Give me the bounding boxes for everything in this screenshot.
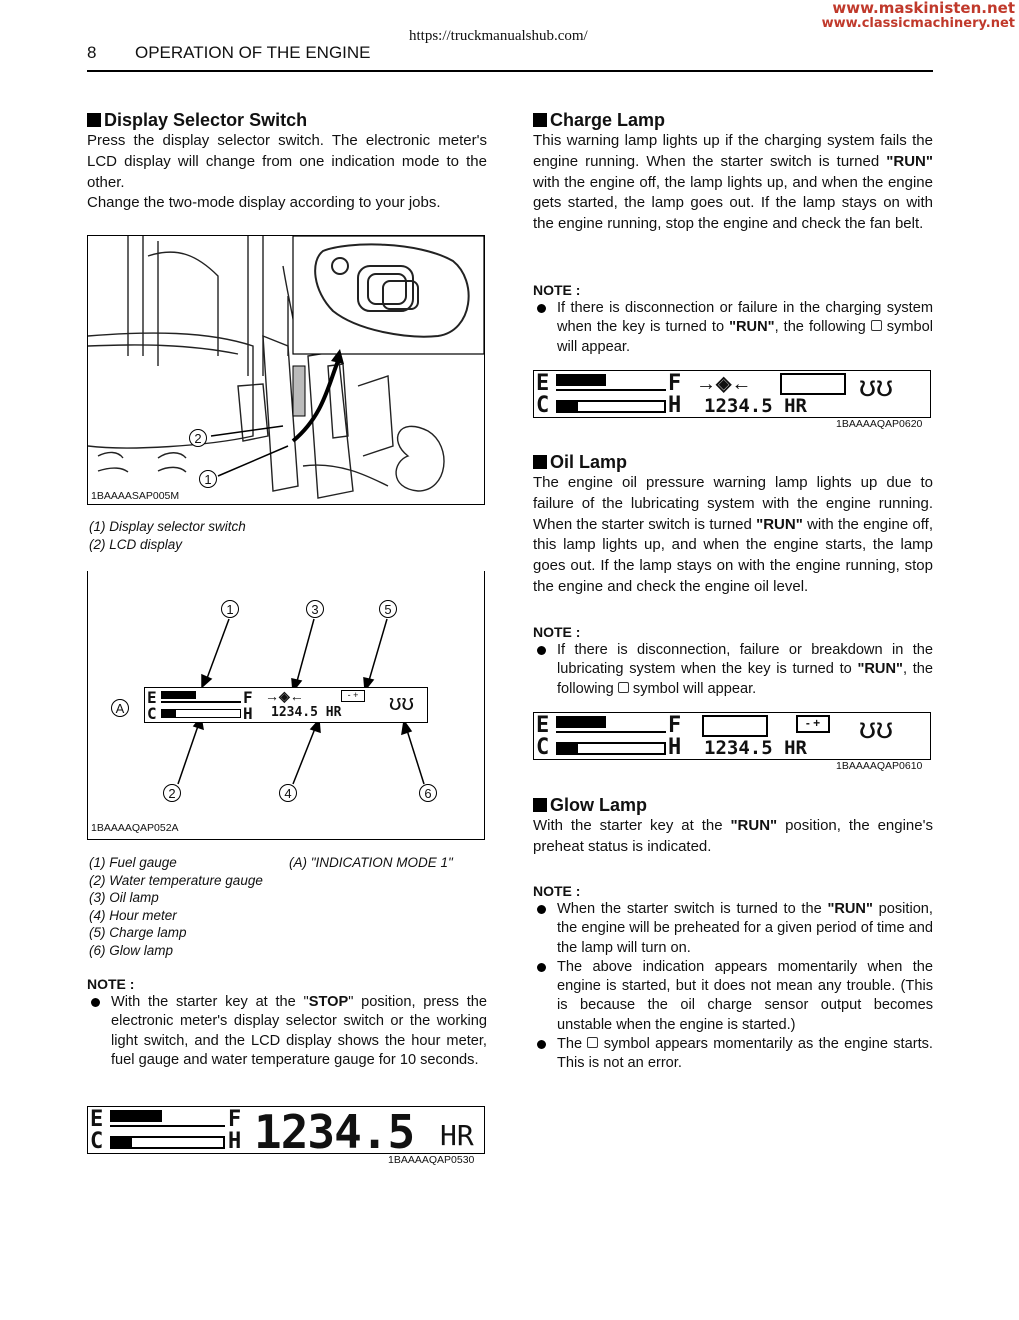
watermark-line-2: www.classicmachinery.net: [821, 16, 1015, 31]
lcd-h-label: H: [228, 1129, 242, 1154]
note-item: The above indication appears momentarily when the engine is started, but it does not mean any trouble. (This is because the oil charge sensor output becomes unstable when the engine is started.): [533, 958, 933, 1035]
figure-id: 1BAAAAQAP0620: [836, 418, 923, 430]
selector-switch-figure: [87, 235, 485, 505]
watermark-line-1: www.maskinisten.net: [832, 0, 1015, 17]
lcd-h-label: H: [668, 735, 682, 760]
charge-lamp-icon: - +: [341, 690, 365, 702]
note-item: If there is disconnection, failure or breakdown in the lubricating system when the key is turned to "RUN", the following symbol will appear.: [533, 641, 933, 699]
glow-lamp-icon: ʊʊ: [859, 370, 894, 403]
lcd-e-label: E: [90, 1107, 104, 1132]
fuel-scale: [161, 701, 241, 703]
callout-1: 1: [221, 600, 239, 618]
page-number: 8: [87, 43, 97, 62]
lcd-f-label: F: [668, 371, 682, 396]
oil-lamp-heading: Oil Lamp: [533, 451, 933, 473]
lcd-mode-1: [144, 687, 428, 723]
charge-lamp-icon: - +: [796, 715, 830, 733]
note-label: NOTE :: [533, 624, 581, 640]
callout-a: A: [111, 699, 129, 717]
glow-lamp-section: [533, 794, 933, 858]
figure-id: 1BAAAAQAP052A: [91, 822, 179, 834]
section-title: OPERATION OF THE ENGINE: [135, 43, 371, 62]
hour-value: 1234.5: [704, 737, 773, 759]
lcd-hour-display: [87, 1105, 485, 1159]
oil-lamp-text: The engine oil pressure warning lamp lights up due to failure of the lubricating system with the engine running. When the starter switch is turned "RUN" with the engine off, this lamp lights up, and when the engine starts, the lamp goes out. If the lamp stays on with the engine running, stop the engine and check the engine oil level.: [533, 474, 933, 595]
lcd-f-label: F: [228, 1107, 242, 1132]
header-rule: [87, 70, 933, 72]
blank-oil-box: [702, 715, 768, 737]
lcd-e-label: E: [536, 371, 550, 396]
lcd-c-label: C: [536, 393, 550, 418]
fuel-scale: [556, 731, 666, 733]
callout-1: 1: [199, 470, 217, 488]
square-bullet-icon: [87, 113, 101, 127]
fuel-bar: [556, 716, 606, 728]
lcd-c-label: C: [147, 704, 157, 723]
note-item: The symbol appears momentarily as the engine starts. This is not an error.: [533, 1035, 933, 1074]
temp-bar-frame: [556, 400, 666, 413]
glow-lamp-icon: ʊʊ: [859, 712, 894, 745]
engine-illustration: [88, 236, 484, 504]
fig2-caption-left: (1) Fuel gauge (2) Water temperature gauge (3) Oil lamp (4) Hour meter (5) Charge lamp (6) Glow lamp: [89, 855, 263, 958]
charge-lamp-note: [533, 281, 933, 357]
callout-2: 2: [163, 784, 181, 802]
lcd-c-label: C: [90, 1129, 104, 1154]
display-selector-text-2: Change the two-mode display according to your jobs.: [87, 194, 441, 212]
fuel-bar: [110, 1110, 162, 1122]
figure-id: 1BAAAAQAP0530: [388, 1154, 475, 1166]
lcd-h-label: H: [243, 704, 253, 723]
note-label: NOTE :: [87, 976, 135, 992]
lcd-e-label: E: [536, 713, 550, 738]
charge-lamp-heading: Charge Lamp: [533, 109, 933, 131]
note-item: When the starter switch is turned to the "RUN" position, the engine will be preheated for a given period of time and the lamp will turn on.: [533, 900, 933, 958]
figure-id: 1BAAAASAP005M: [91, 490, 180, 502]
source-url[interactable]: https://truckmanualshub.com/: [409, 28, 588, 44]
lcd-c-label: C: [536, 735, 550, 760]
callout-3: 3: [306, 600, 324, 618]
fuel-scale: [556, 389, 666, 391]
blank-symbol-icon: [618, 682, 629, 693]
hour-value: 1234.5: [271, 705, 318, 720]
temp-bar-frame: [161, 709, 241, 718]
glow-lamp-note: [533, 882, 933, 1074]
hour-unit: HR: [784, 737, 807, 759]
square-bullet-icon: [533, 455, 547, 469]
blank-symbol-icon: [871, 320, 882, 331]
display-selector-heading: Display Selector Switch: [87, 109, 487, 131]
oil-lamp-icon: →◈←: [265, 688, 304, 704]
glow-lamp-icon: ʊʊ: [389, 690, 415, 715]
fuel-bar: [161, 691, 196, 699]
fuel-bar: [556, 374, 606, 386]
oil-lamp-note: [533, 623, 933, 699]
blank-symbol-icon: [587, 1037, 598, 1048]
hour-value: 1234.5: [704, 395, 773, 417]
temp-bar-frame: [556, 742, 666, 755]
lcd-oil-failure: [533, 712, 931, 760]
figure-1-caption-2: (2) LCD display: [89, 537, 183, 552]
callout-5: 5: [379, 600, 397, 618]
callout-2: 2: [189, 429, 207, 447]
callout-6: 6: [419, 784, 437, 802]
temp-bar-frame: [110, 1136, 225, 1149]
lcd-e-label: E: [147, 688, 157, 707]
oil-lamp-icon: →◈←: [696, 373, 752, 395]
figure-1-caption-1: (1) Display selector switch: [89, 519, 246, 534]
lcd-charge-failure: [533, 370, 931, 418]
square-bullet-icon: [533, 113, 547, 127]
display-selector-note: [87, 975, 487, 1070]
charge-lamp-section: [533, 109, 933, 235]
lcd-h-label: H: [668, 393, 682, 418]
lcd-f-label: F: [668, 713, 682, 738]
display-selector-section: [87, 109, 487, 214]
hour-value-large: 1234.5: [254, 1105, 415, 1159]
figure-id: 1BAAAAQAP0610: [836, 760, 923, 772]
blank-charge-box: [780, 373, 846, 395]
charge-lamp-text: This warning lamp lights up if the charging system fails the engine running. When the starter switch is turned "RUN" with the engine off, the lamp lights up, and when the engine gets started, the lamp goes out. If the lamp stays on with the engine running, stop the engine and check the fan belt.: [533, 132, 933, 233]
callout-4: 4: [279, 784, 297, 802]
hour-unit: HR: [440, 1119, 474, 1152]
note-item: With the starter key at the "STOP" position, press the electronic meter's display selector switch or the working light switch, and the LCD display shows the hour meter, fuel gauge and water temperature gauge for 10 seconds.: [87, 993, 487, 1070]
oil-lamp-section: [533, 451, 933, 598]
glow-lamp-text: With the starter key at the "RUN" position, the engine's preheat status is indicated.: [533, 817, 933, 855]
lcd-diagram-figure: [87, 571, 485, 840]
fig2-caption-right: (A) "INDICATION MODE 1": [289, 855, 453, 870]
note-label: NOTE :: [533, 282, 581, 298]
display-selector-text-1: Press the display selector switch. The electronic meter's LCD display will change from one indication mode to the other.: [87, 132, 487, 191]
note-label: NOTE :: [533, 883, 581, 899]
hour-unit: HR: [325, 705, 342, 720]
hour-unit: HR: [784, 395, 807, 417]
note-item: If there is disconnection or failure in the charging system when the key is turned to "RUN", the following symbol will appear.: [533, 299, 933, 357]
square-bullet-icon: [533, 798, 547, 812]
fuel-scale: [110, 1125, 225, 1127]
lcd-f-label: F: [243, 688, 253, 707]
glow-lamp-heading: Glow Lamp: [533, 794, 933, 816]
